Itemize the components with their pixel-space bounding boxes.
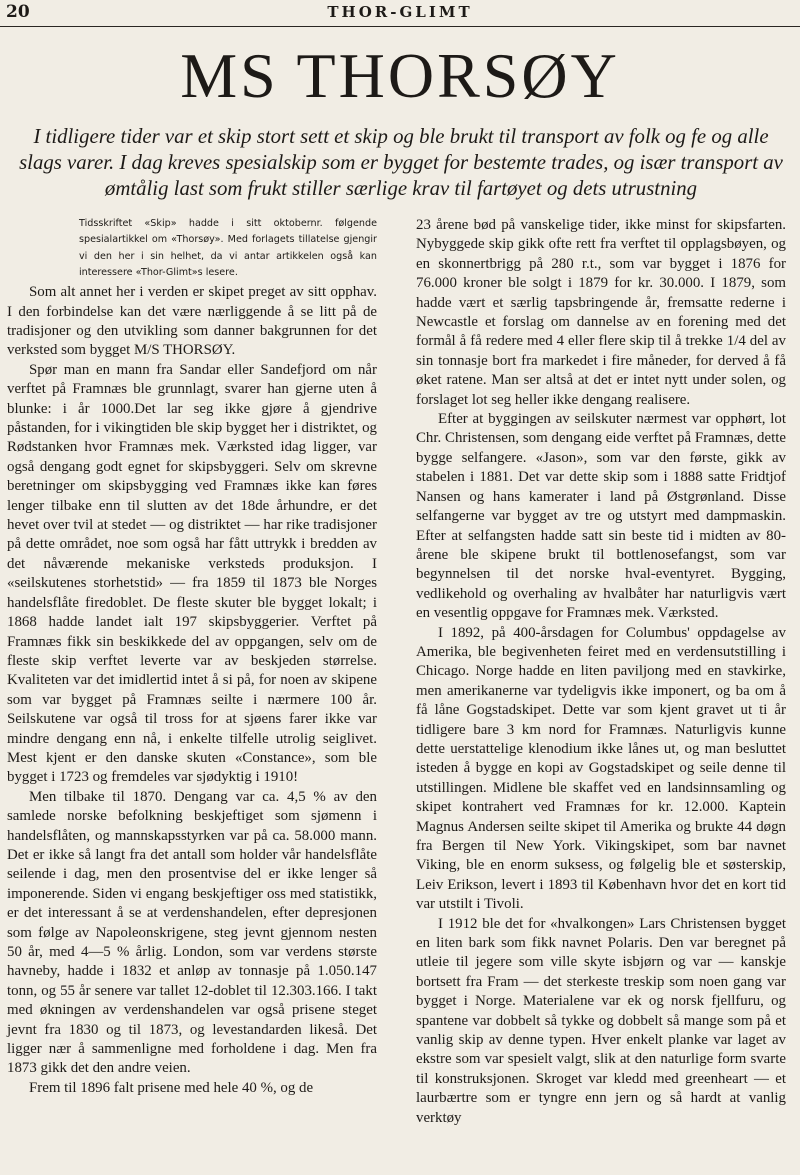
body-paragraph: Efter at byggingen av seilskuter nærmest var opphørt, lot Chr. Christensen, som dengang eide verftet på Framnæs, dette bygge selfangere. «Jason», som var den første, gikk av stabelen i 1881. Det var dette skip som i 1888 satte Fridtjof Nansen og hans kamerater i land på Østgrønland. Disse selfangerne var bygget av tre og utstyrt med dampmaskin. Efter at selfangsten hadde satt sin beste tid i midten av 80-årene ble skipene brukt til bottlenosefangst, som var begynnelsen til det norske hval-eventyret. Bygging, vedlikehold og overhaling av hvalbåter har naturligvis vært en vesentlig oppgave for Framnæs mek. Værksted.: [416, 411, 786, 622]
article-lead: I tidligere tider var et skip stort sett et skip og ble brukt til transport av folk og fe og alle slags varer. I dag kreves spesialskip som er bygget for bestemte trades, og især transport av ømtålig last som frukt stiller særlige krav til fartøyet og dets utrustning: [19, 125, 783, 200]
body-paragraph: Spør man en mann fra Sandar eller Sandefjord om når verftet på Framnæs ble grunnlagt, svarer han gjerne uten å blunke: i år 1000.Det lar seg ikke gjøre å gjendrive påstanden, for i vikingtiden ble skip bygget her i distriktet, og Rødstanken hvor Framnæs mek. Værksted idag ligger, var også dengang godt egnet for skipsbyggeri. Selv om skrevne beretninger om skipsbygging ved Framnæs ikke kan føres lenger tilbake enn til slutten av det 18de århundre, er det hevet over tvil at stedet — og distriktet — har rike tradisjoner på dette området, noe som også har fått uttrykk i bredden av det nåværende mekaniske verksteds produksjon. I «seilskutenes storhetstid» — fra 1859 til 1873 ble Norges handelsflåte firedoblet. De fleste skuter ble bygget lokalt; i 1868 hadde landet ialt 197 skipsbyggerier. Verftet på Framnæs fikk sin beskikkede del av oppgangen, selv om de fleste skip verftet leverte var av beskjeden størrelse. Kvaliteten var det imidlertid intet å si på, for noen av skipene som var bygget på Framnæs seilte i nærmere 100 år. Seilskutene var også til tross for at sjøens farer ikke var mindre dengang enn nå, i enkelte tilfelle utrolig seiglivet. Mest kjent er den danske skuten «Constance», som ble bygget i 1723 og fremdeles var sjødyktig i 1910!: [7, 361, 377, 786]
body-paragraph: Som alt annet her i verden er skipet preget av sitt opphav. I den forbindelse kan det være nærliggende å se litt på de tradisjoner og den utvikling som danner bakgrunnen for det verksted som bygget M/S THORSØY.: [7, 284, 377, 359]
body-paragraph: 23 årene bød på vanskelige tider, ikke minst for skipsfarten. Nybyggede skip gikk ofte rett fra verftet til opplagsbøyen, og en skonnertbrigg på 280 r.t., som var bygget i 1876 for 76.000 kroner ble solgt i 1879 for kr. 30.000. I 1879, som hadde vært et særlig tapsbringende år, fremsatte rederne i Newcastle et forslag om dannelse av en forening med det formål å få redere med 4 eller flere skip til å trekke 1/4 del av sin tonnasje bort fra markedet i fire måneder, for derved å få øket ratene. Man ser altså at det er intet nytt under solen, og forslaget lot seg heller ikke dengang realisere.: [416, 217, 786, 408]
page-header: [0, 0, 800, 27]
left-column: [7, 216, 377, 1098]
magazine-title: THOR-GLIMT: [327, 3, 473, 21]
editorial-note: Tidsskriftet «Skip» hadde i sitt oktobernr. følgende spesialartikkel om «Thorsøy». Med forlagets tillatelse gjengir vi den her i sin helhet, da vi antar artikkelen også kan interessere «Thor-Glimt»s lesere.: [79, 218, 377, 278]
body-paragraph: Men tilbake til 1870. Dengang var ca. 4,5 % av den samlede norske befolkning beskjeftiget som sjømenn i handelsflåten, og mannskapsstyrken var på ca. 58.000 mann. Det er ikke så langt fra det antall som holder vår handelsflåte seilende i dag, men den prosentvise del er ikke lenger så imponerende. Siden vi engang beskjeftiger oss med statistikk, er det interessant å se at verdenshandelen, efter depresjonen som følge av Napoleonskrigene, steg jevnt gjennom nesten 50 år, med 4—5 % årlig. London, som var verdens største havneby, hadde i 1832 et anløp av tonnasje på 1.050.147 tonn, og 55 år senere var tallet 12-doblet til 12.303.166. I takt med økningen av verdenshandelen var også prisene steget jevnt fra 1830 og til 1873, og levestandarden likeså. Det ligger nær å sammenligne med forholdene i dag. Men fra 1873 gikk det den andre veien.: [7, 788, 377, 1077]
page-number: 20: [6, 2, 30, 22]
body-paragraph: I 1892, på 400-årsdagen for Columbus' oppdagelse av Amerika, ble begivenheten feiret med en verdensutstilling i Chicago. Norge hadde en liten paviljong med en stavkirke, men amerikanerne var tydeligvis ikke imponert, og ba om å få låne Gogstadskipet. Dette var som kjent gravet ut ti år tidligere bare 3 km nord for Framnæs. Naturligvis kunne dette uerstattelige klenodium ikke lånes ut, og man besluttet isteden å bygge en kopi av Gogstadskipet og seile denne til utstillingen. Midlene ble skaffet ved en landsinnsamling og skipet kontrahert ved Framnæs for kr. 12.000. Kaptein Magnus Andersen seilte skipet til Amerika og brukte 44 døgn fra Bergen til New York. Vikingskipet, som bar navnet Viking, ble en enorm suksess, og følgelig ble et søsterskip, Leiv Erikson, levert i 1893 til København hvor det en kort tid var utstilt i Tivoli.: [416, 624, 786, 913]
article-title: MS THORSØY: [180, 40, 620, 111]
right-column: [416, 216, 786, 1128]
body-paragraph: I 1912 ble det for «hvalkongen» Lars Christensen bygget en liten bark som fikk navnet Polaris. Den var beregnet på utleie til jegere som ville skyte isbjørn og var — kanskje bortsett fra Fram — det sterkeste treskip som noen gang var bygget i Norge. Materialene var ek og norsk fjellfuru, og spantene var dobbelt så tykke og dobbelt så mange som på et vanlig skip av denne typen. Hver enkelt planke var laget av ekstre som var spesielt valgt, slik at den naturlige form svarte til konstruksjonen. Skroget var kledd med greenheart — et laurbærtre som er tyngre enn jern og så hardt at vanlig verktøy: [416, 915, 786, 1126]
body-paragraph: Frem til 1896 falt prisene med hele 40 %, og de: [29, 1079, 314, 1096]
